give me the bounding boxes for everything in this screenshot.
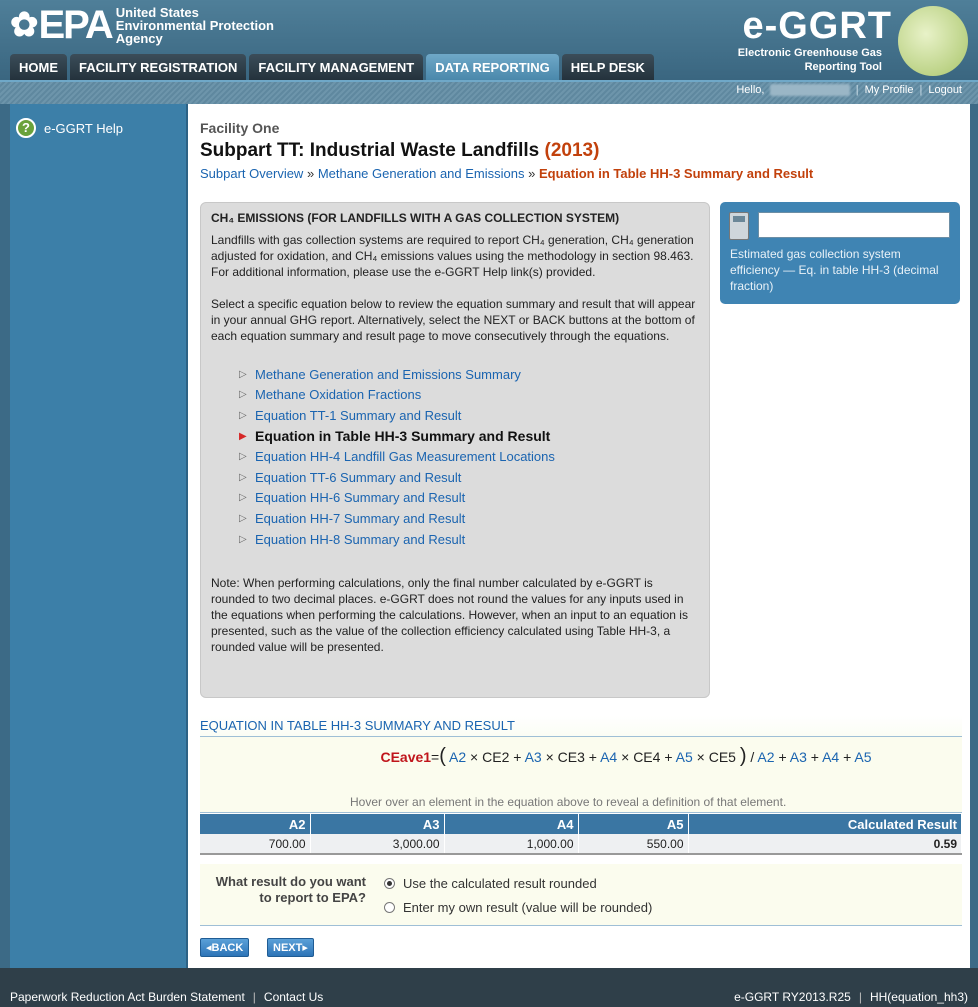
- eq-times: ×: [621, 749, 630, 765]
- cell-a3: 3,000.00: [310, 834, 444, 854]
- equation-link[interactable]: [239, 529, 699, 550]
- left-frame: [0, 104, 10, 968]
- eq-plus: +: [664, 749, 673, 765]
- nav-tab-facility-management[interactable]: FACILITY MANAGEMENT: [249, 54, 423, 80]
- eq-term-a4[interactable]: A4: [600, 749, 618, 765]
- eq-plus: +: [513, 749, 522, 765]
- eq-term-a4-denom[interactable]: A4: [822, 749, 840, 765]
- cell-a4: 1,000.00: [444, 834, 578, 854]
- epa-line-2: Environmental Protection: [115, 17, 274, 33]
- equation-panel: [200, 737, 962, 813]
- info-paragraph-1: Landfills with gas collection systems are required to report CH₄ generation, CH₄ generation adjusted for oxidation, and CH₄ emissions values using the methodology in section 98.463. For additional information, please use the e-GGRT Help link(s) provided.: [211, 233, 694, 279]
- eq-term-ce2[interactable]: CE2: [482, 749, 510, 765]
- separator: |: [858, 990, 862, 1004]
- col-header-a3: A3: [310, 814, 444, 834]
- breadcrumb-methane-generation[interactable]: Methane Generation and Emissions: [317, 166, 525, 181]
- contact-us-link[interactable]: Contact Us: [263, 990, 324, 1004]
- calculator-icon: [729, 212, 749, 240]
- eq-term-a2-denom[interactable]: A2: [757, 749, 775, 765]
- paperwork-reduction-link[interactable]: Paperwork Reduction Act Burden Statement: [10, 990, 245, 1004]
- cell-a2: 700.00: [200, 834, 310, 854]
- eggrt-sub-line-1: Electronic Greenhouse Gas: [737, 47, 882, 59]
- equation: [290, 745, 962, 768]
- separator: |: [855, 84, 859, 96]
- eq-term-ce4[interactable]: CE4: [633, 749, 661, 765]
- eggrt-title: e-GGRT: [742, 5, 892, 47]
- epa-mark: [10, 5, 112, 45]
- epa-mark-text: EPA: [38, 3, 112, 47]
- eq-term-a3[interactable]: A3: [524, 749, 542, 765]
- egret-bird-icon: [898, 6, 968, 76]
- eq-open-paren: (: [439, 745, 446, 767]
- page-title-text: Subpart TT: Industrial Waste Landfills: [200, 140, 540, 161]
- info-box: [200, 202, 710, 698]
- eq-term-a3-denom[interactable]: A3: [789, 749, 807, 765]
- equation-link[interactable]: [239, 508, 699, 529]
- nav-tab-home[interactable]: HOME: [10, 54, 67, 80]
- breadcrumb: [200, 166, 813, 181]
- epa-logo[interactable]: [10, 5, 274, 45]
- breadcrumb-separator: »: [528, 166, 536, 181]
- triangle-right-icon: ▷: [239, 471, 247, 483]
- footer-links: [10, 990, 323, 1004]
- equation-link[interactable]: [239, 488, 699, 509]
- user-bar: [736, 84, 962, 96]
- eq-term-a2[interactable]: A2: [449, 749, 467, 765]
- radio-use-calculated[interactable]: [384, 878, 395, 889]
- equation-link[interactable]: [239, 405, 699, 426]
- back-button[interactable]: ◂BACK: [200, 938, 249, 957]
- triangle-right-icon: ▷: [239, 451, 247, 463]
- eq-term-ce3[interactable]: CE3: [557, 749, 585, 765]
- triangle-right-icon: ▷: [239, 533, 247, 545]
- page-id: HH(equation_hh3): [869, 990, 968, 1004]
- epa-agency-name: [116, 6, 274, 45]
- equation-link-label: Equation HH-7 Summary and Result: [255, 510, 466, 526]
- footer: [0, 968, 978, 1007]
- triangle-right-icon: ▷: [239, 389, 247, 401]
- result-choice: [200, 864, 962, 926]
- col-header-a4: A4: [444, 814, 578, 834]
- help-label: e-GGRT Help: [44, 120, 123, 136]
- eq-term-ce5[interactable]: CE5: [708, 749, 736, 765]
- eggrt-logo: [738, 6, 968, 74]
- nav-tab-facility-registration[interactable]: FACILITY REGISTRATION: [70, 54, 246, 80]
- calculator-box: [720, 202, 960, 304]
- cell-a5: 550.00: [578, 834, 688, 854]
- logout-link[interactable]: Logout: [928, 84, 962, 96]
- eq-lhs[interactable]: CEave1: [380, 749, 432, 765]
- eq-equals: =: [431, 749, 440, 765]
- equation-link-label: Equation HH-4 Landfill Gas Measurement Locations: [255, 449, 555, 465]
- eq-plus: +: [843, 749, 852, 765]
- rounding-note: Note: When performing calculations, only the final number calculated by e-GGRT is rounded to two decimal places. e-GGRT does not round the values for any inputs used in the equations when performing the calculations. However, when an input to an equation is presented, such as the value of the collection efficiency calculated using Table HH-3, a rounded value will be presented.: [211, 576, 688, 655]
- nav-tab-data-reporting[interactable]: DATA REPORTING: [426, 54, 559, 80]
- greeting: Hello,: [736, 84, 765, 96]
- sidebar: [10, 104, 188, 968]
- eq-plus: +: [810, 749, 819, 765]
- option-enter-own-label: Enter my own result (value will be rounded): [403, 900, 653, 915]
- collection-efficiency-input[interactable]: [758, 212, 950, 238]
- eq-term-a5-denom[interactable]: A5: [854, 749, 872, 765]
- eggrt-sub-line-2: Reporting Tool: [804, 61, 882, 73]
- my-profile-link[interactable]: My Profile: [864, 84, 914, 96]
- footer-info: [734, 990, 968, 1004]
- epa-flower-icon: ✿: [10, 6, 37, 44]
- equation-link-label: Equation TT-6 Summary and Result: [255, 469, 462, 485]
- equation-link-label: Methane Generation and Emissions Summary: [255, 366, 521, 382]
- breadcrumb-separator: »: [306, 166, 315, 181]
- right-frame: [970, 104, 978, 968]
- eq-times: ×: [470, 749, 479, 765]
- triangle-right-icon: ▷: [239, 368, 247, 380]
- equation-link-label: Equation HH-6 Summary and Result: [255, 490, 466, 506]
- triangle-right-icon: ▷: [239, 409, 247, 421]
- equation-link[interactable]: [239, 446, 699, 467]
- table-header-row: [200, 814, 962, 834]
- eggrt-help-link[interactable]: [16, 118, 186, 138]
- header: [0, 0, 978, 80]
- result-choice-question: What result do you want to report to EPA?: [215, 874, 366, 905]
- current-arrow-icon: ▶: [239, 430, 247, 442]
- equation-link[interactable]: [239, 364, 699, 385]
- result-table: [200, 814, 962, 855]
- equation-section-heading: EQUATION IN TABLE HH-3 SUMMARY AND RESULT: [200, 716, 962, 737]
- cell-calculated-result: 0.59: [688, 834, 962, 854]
- nav-tab-help-desk[interactable]: HELP DESK: [562, 54, 654, 80]
- info-paragraph-2: Select a specific equation below to review the equation summary and result that will appear in your annual GHG report. Alternatively, select the NEXT or BACK buttons at the bottom of each equation summary and result page to move consecutively through the equations.: [211, 297, 696, 343]
- col-header-calculated-result: Calculated Result: [688, 814, 962, 834]
- eq-term-a5[interactable]: A5: [675, 749, 693, 765]
- table-row: [200, 834, 962, 854]
- eq-times: ×: [696, 749, 705, 765]
- help-icon: ?: [16, 118, 36, 138]
- eq-plus: +: [778, 749, 787, 765]
- main-content: [190, 104, 970, 968]
- equation-link-label: Equation HH-8 Summary and Result: [255, 531, 466, 547]
- col-header-a5: A5: [578, 814, 688, 834]
- equation-link-current: [239, 426, 699, 447]
- equation-link-label: Methane Oxidation Fractions: [255, 387, 422, 403]
- equation-hover-hint: Hover over an element in the equation above to reveal a definition of that element.: [350, 795, 787, 809]
- eq-close-paren: ): [739, 745, 747, 767]
- triangle-right-icon: ▷: [239, 512, 247, 524]
- main-nav: [10, 54, 654, 80]
- equation-link[interactable]: [239, 385, 699, 406]
- eq-times: ×: [545, 749, 554, 765]
- app-version: e-GGRT RY2013.R25: [734, 990, 851, 1004]
- equation-link[interactable]: [239, 467, 699, 488]
- separator: |: [919, 84, 923, 96]
- next-button[interactable]: NEXT▸: [267, 938, 314, 957]
- epa-line-3: Agency: [115, 30, 163, 46]
- col-header-a2: A2: [200, 814, 310, 834]
- eggrt-subtitle: [738, 46, 882, 74]
- separator: |: [252, 990, 256, 1004]
- triangle-right-icon: ▷: [239, 492, 247, 504]
- eq-divide: /: [750, 749, 755, 765]
- equation-list: [239, 364, 699, 549]
- equation-link-label: Equation TT-1 Summary and Result: [255, 407, 462, 423]
- info-heading: CH₄ EMISSIONS (FOR LANDFILLS WITH A GAS COLLECTION SYSTEM): [211, 211, 620, 225]
- option-enter-own[interactable]: [384, 900, 652, 915]
- eq-plus: +: [588, 749, 597, 765]
- radio-enter-own[interactable]: [384, 902, 395, 913]
- collection-efficiency-label: Estimated gas collection system efficiency — Eq. in table HH-3 (decimal fraction): [730, 247, 939, 293]
- facility-name: Facility One: [200, 120, 280, 136]
- page-title: [200, 140, 599, 162]
- option-use-calculated-label: Use the calculated result rounded: [403, 876, 597, 891]
- equation-section: [200, 716, 962, 813]
- equation-link-label: Equation in Table HH-3 Summary and Result: [255, 428, 551, 445]
- breadcrumb-subpart-overview[interactable]: Subpart Overview: [200, 166, 304, 181]
- user-name: Laurel Snapper: [772, 84, 848, 96]
- option-use-calculated[interactable]: [384, 876, 597, 891]
- reporting-year: (2013): [544, 140, 600, 161]
- epa-line-1: United States: [115, 4, 199, 20]
- breadcrumb-current: Equation in Table HH-3 Summary and Result: [538, 166, 814, 181]
